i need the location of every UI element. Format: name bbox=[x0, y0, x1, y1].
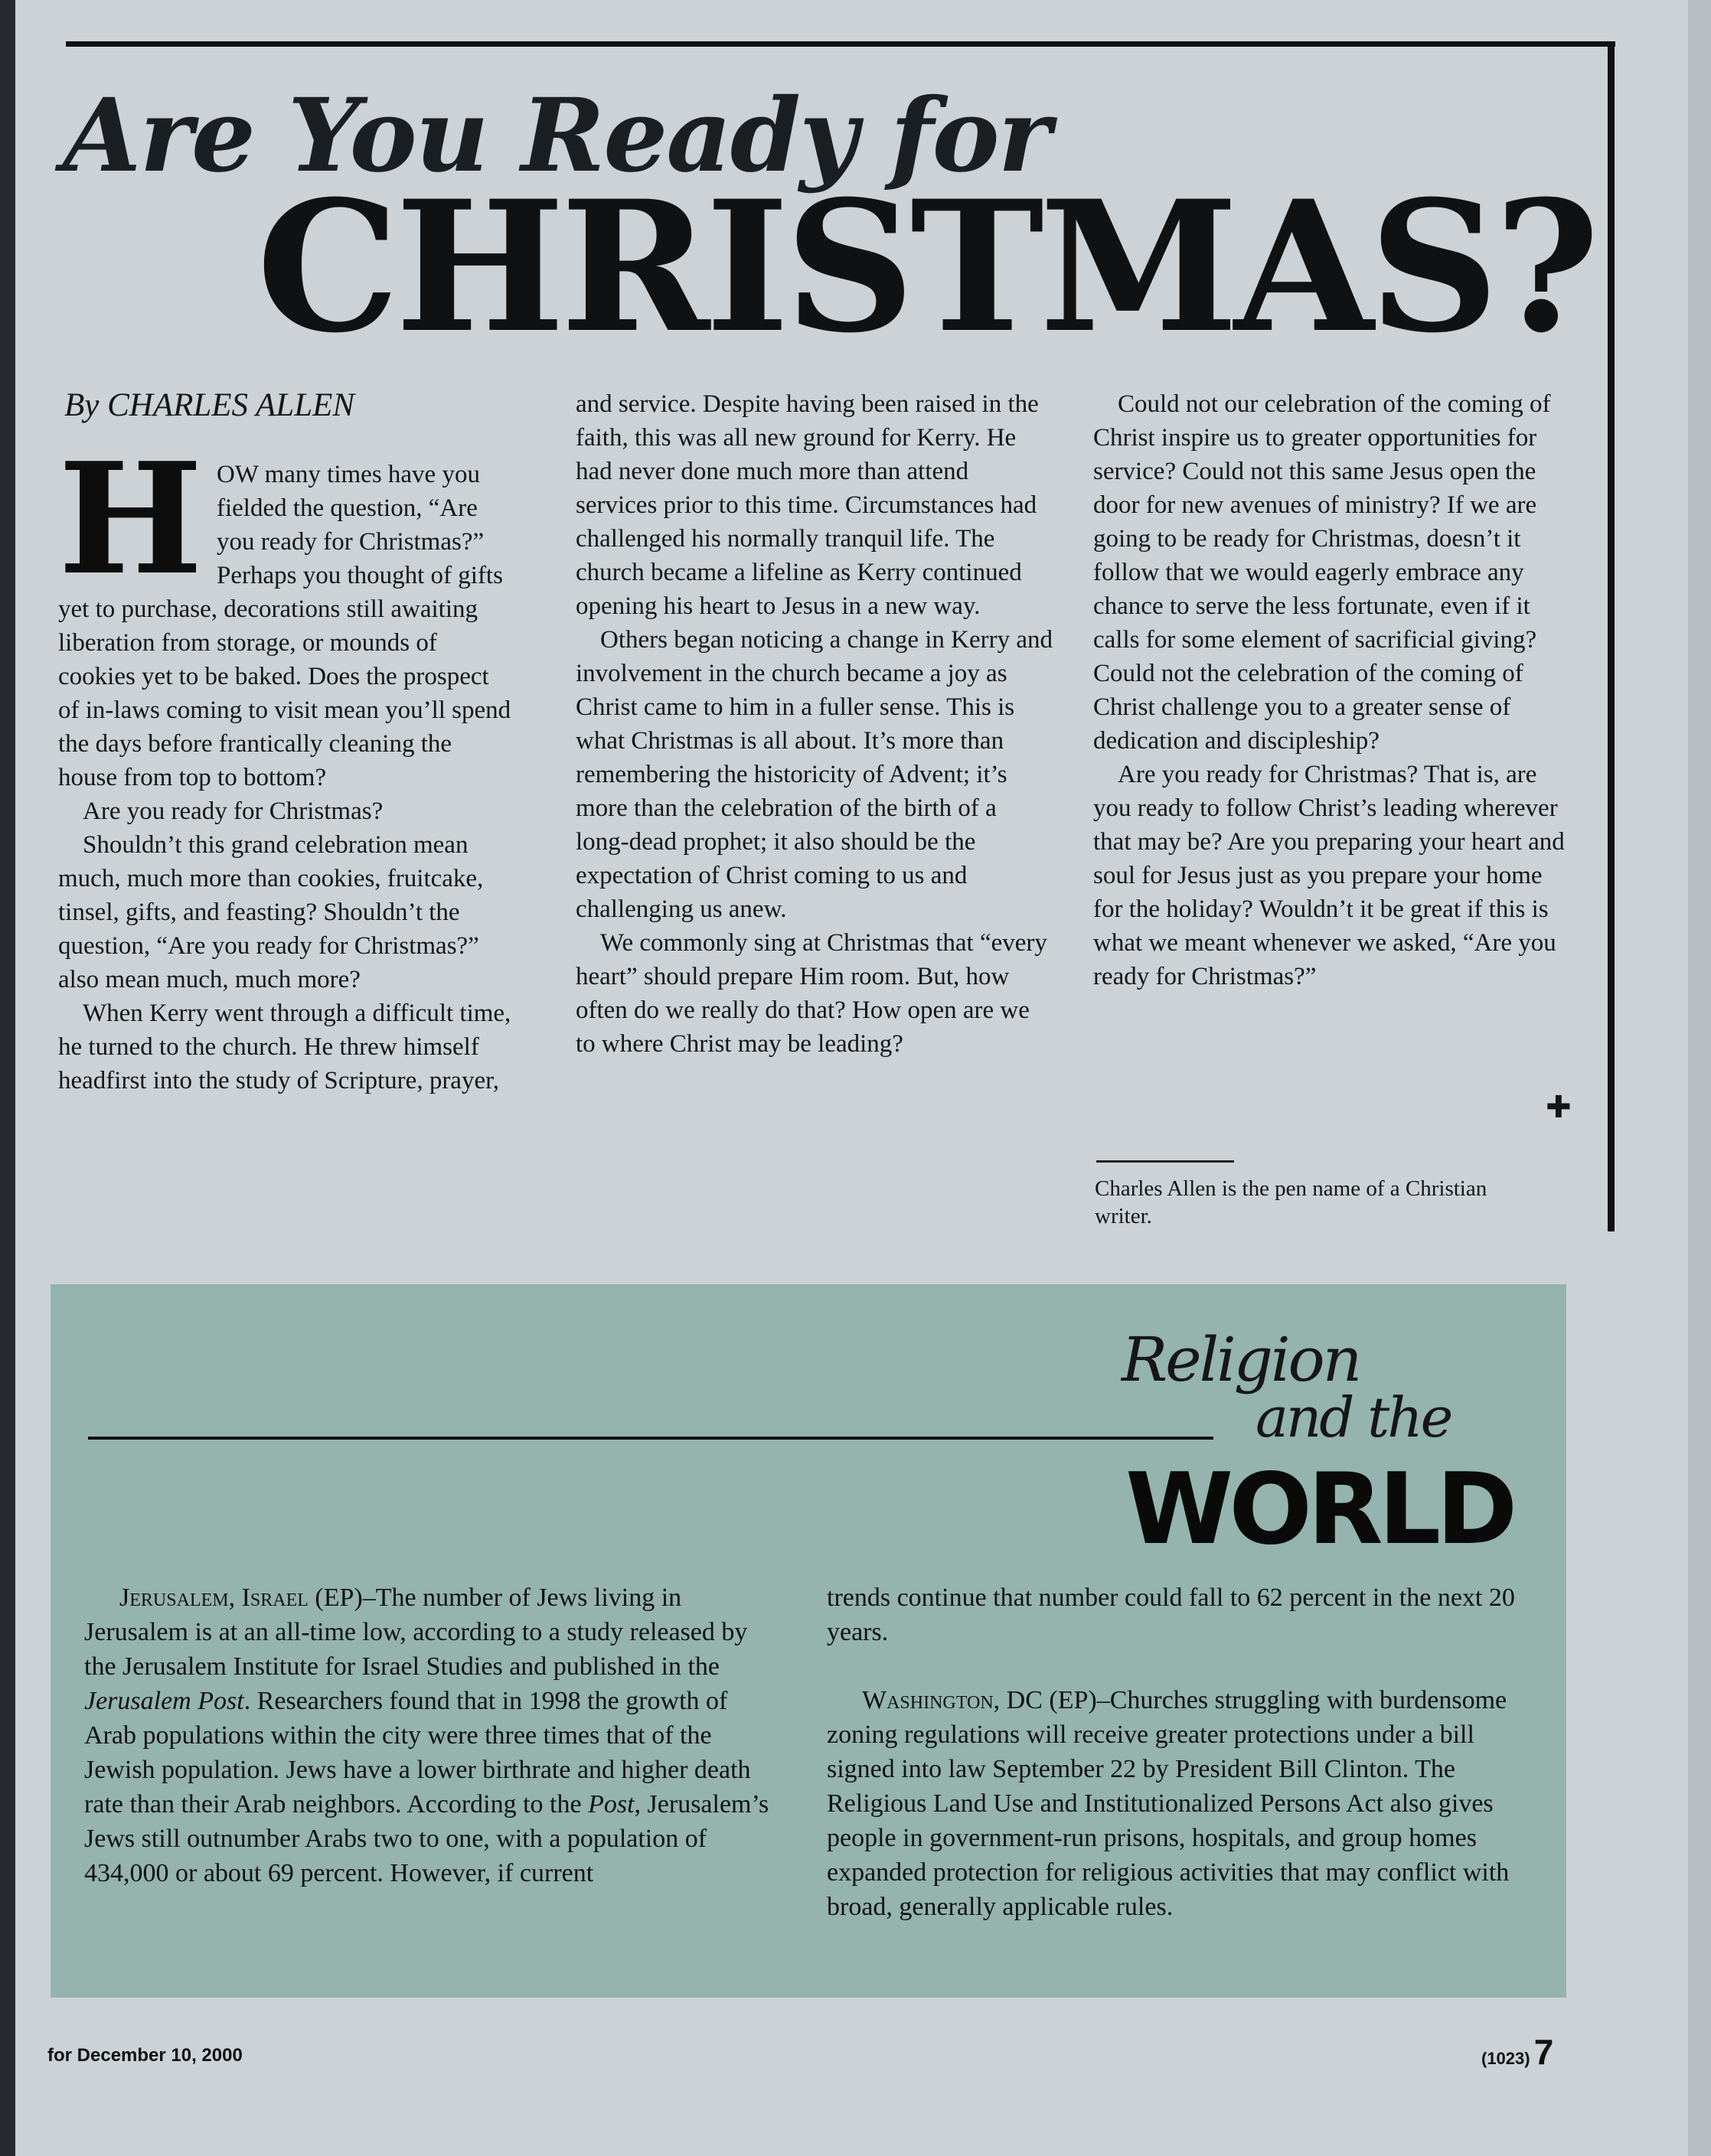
news-source: (EP)– bbox=[315, 1584, 376, 1612]
article-paragraph: Are you ready for Christmas? bbox=[83, 797, 384, 825]
headline-line-2: CHRISTMAS? bbox=[256, 161, 1595, 373]
end-mark-icon: ✚ bbox=[1546, 1090, 1572, 1125]
news-text: Churches struggling with burdensome zoning regulations will receive greater protections under a bill signed into law September 22 by President Bill Clinton. The Religious Land Use and Institutionalized Persons Act also gives people in government-run prisons, hospitals, and group homes expanded protection for religious activities that may conflict with broad, generally applicable rules. bbox=[827, 1686, 1510, 1921]
section-logo-and-the: and the bbox=[1255, 1385, 1451, 1450]
article-column-3 bbox=[1093, 387, 1575, 993]
news-item-jerusalem bbox=[84, 1580, 777, 1890]
article-paragraph: and service. Despite having been raised in the faith, this was all new ground for Kerry. He had never done much more than attend services prior to this time. Circumstances had challenged his normally tranquil life. The church became a lifeline as Kerry continued opening his heart to Jesus in a new way. bbox=[576, 390, 1039, 620]
news-item-washington bbox=[827, 1683, 1527, 1924]
article-paragraph: Are you ready for Christmas? That is, are you ready to follow Christ’s leading wherever that may be? Are you preparing your heart and soul for Jesus just as you prepare your home for the holiday? Wouldn’t it be great if this is what we meant whenever we asked, “Are you ready for Christmas?” bbox=[1093, 761, 1565, 990]
page-edge-left bbox=[0, 0, 15, 2156]
article-paragraph: We commonly sing at Christmas that “every heart” should prepare Him room. But, how often do we really do that? How open are we to where Christ may be leading? bbox=[576, 929, 1047, 1058]
news-dateline: Washington, DC bbox=[862, 1686, 1043, 1714]
news-dateline: Jerusalem, Israel bbox=[119, 1584, 309, 1612]
page-edge-right bbox=[1688, 0, 1711, 2156]
article-paragraph: When Kerry went through a difficult time, he turned to the church. He threw himself headfirst into the study of Scripture, prayer, bbox=[58, 1000, 511, 1094]
article-paragraph: Could not our celebration of the coming of Christ inspire us to greater opportunities for service? Could not this same Jesus open the door for new avenues of ministry? If we are going to be ready for Christmas, doesn’t it follow that we would eagerly embrace any chance to serve the less fortunate, even if it calls for some element of sacrificial giving? Could not the celebration of the coming of Christ challenge you to a greater sense of dedication and discipleship? bbox=[1093, 390, 1551, 755]
article-frame-top-rule bbox=[66, 41, 1615, 47]
publication-name: Jerusalem Post bbox=[84, 1687, 244, 1715]
article-frame-right-rule bbox=[1608, 41, 1615, 1231]
news-text: The number of Jews living in Jerusalem is at an all-time low, according to a study released by the Jerusalem Institute for Israel Studies and published in the bbox=[84, 1584, 748, 1681]
section-logo-world: WORLD bbox=[1125, 1453, 1513, 1567]
article-column-2 bbox=[576, 387, 1054, 1061]
author-note-rule bbox=[1096, 1160, 1234, 1163]
section-logo-religion: Religion bbox=[1122, 1324, 1360, 1395]
footer-issue-code: (1023) bbox=[1481, 2049, 1530, 2068]
article-column-1 bbox=[58, 429, 514, 1098]
publication-name-short: Post bbox=[588, 1790, 635, 1818]
article-paragraph: Shouldn’t this grand celebration mean much, much more than cookies, fruitcake, tinsel, gifts, and feasting? Shouldn’t the question, “Are you ready for Christmas?” also mean much, much more? bbox=[58, 831, 484, 993]
news-continuation: trends continue that number could fall to 62 percent in the next 20 years. bbox=[827, 1584, 1515, 1646]
footer-issue-date: for December 10, 2000 bbox=[47, 2045, 243, 2066]
byline: By CHARLES ALLEN bbox=[64, 387, 355, 423]
footer-page-number bbox=[1481, 2031, 1553, 2073]
article-paragraph: OW many times have you fielded the question, “Are you ready for Christmas?” Perhaps you thought of gifts yet to purchase, decorations still awaiting liberation from storage, or mounds of cookies yet to be baked. Does the prospect of in-laws coming to visit mean you’ll spend the days before frantically cleaning the house from top to bottom? bbox=[58, 461, 511, 791]
news-paragraph bbox=[84, 1580, 777, 1890]
section-header-rule bbox=[88, 1437, 1213, 1440]
page-number: 7 bbox=[1533, 2032, 1554, 2072]
news-text: . Researchers found that in 1998 the growth of Arab populations within the city were three times that of the Jewish population. Jews have a lower birthrate and higher death rate than their Arab neighbors. According to the bbox=[84, 1687, 751, 1818]
article-paragraph: Others began noticing a change in Kerry and involvement in the church became a joy as Christ came to him in a fuller sense. This is what Christmas is all about. It’s more than remembering the historicity of Advent; it’s more than the celebration of the birth of a long-dead prophet; it also should be the expectation of Christ coming to us and challenging us anew. bbox=[576, 626, 1053, 923]
drop-cap: H bbox=[58, 429, 203, 609]
author-note: Charles Allen is the pen name of a Christian writer. bbox=[1095, 1176, 1487, 1228]
news-column-2 bbox=[827, 1580, 1527, 1924]
news-text: , Jerusalem’s Jews still outnumber Arabs two to one, with a population of 434,000 or about 69 percent. However, if current bbox=[84, 1790, 769, 1887]
headline-line-1: Are You Ready for bbox=[63, 77, 1050, 195]
news-source: (EP)– bbox=[1049, 1686, 1110, 1714]
